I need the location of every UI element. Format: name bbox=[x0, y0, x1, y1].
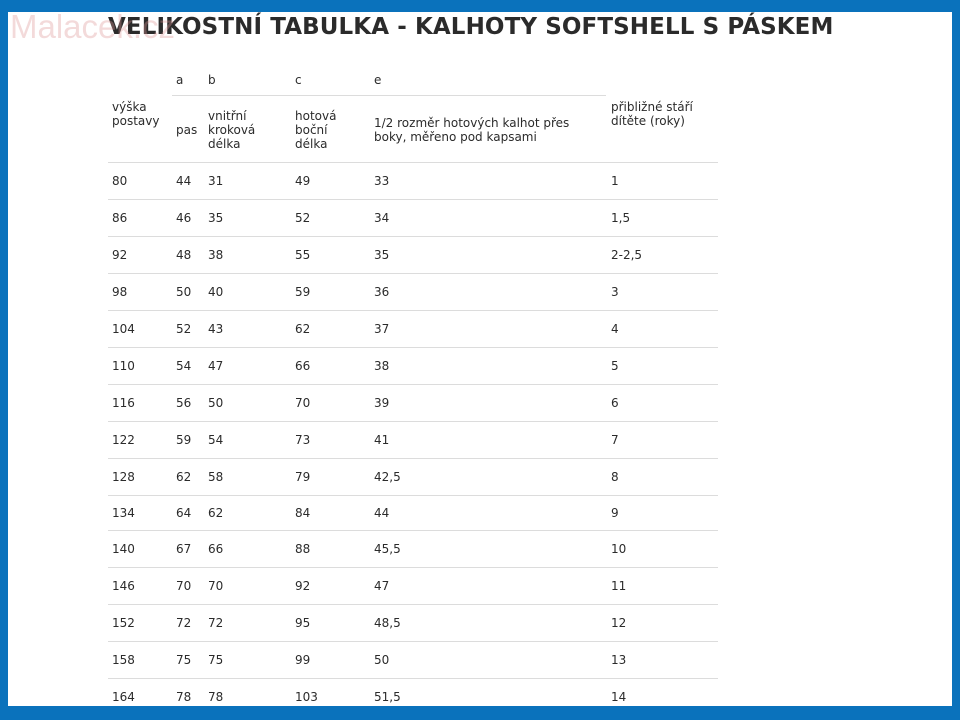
cell-side-length: 99 bbox=[295, 653, 311, 667]
cell-hip: 34 bbox=[374, 211, 390, 225]
cell-waist: 48 bbox=[176, 248, 192, 262]
table-header bbox=[108, 64, 718, 163]
header-letter-b: b bbox=[208, 73, 216, 87]
cell-age: 13 bbox=[611, 653, 627, 667]
cell-hip: 45,5 bbox=[374, 542, 401, 556]
cell-height: 152 bbox=[112, 616, 135, 630]
cell-side-length: 95 bbox=[295, 616, 311, 630]
cell-hip: 47 bbox=[374, 579, 390, 593]
cell-hip: 35 bbox=[374, 248, 390, 262]
watermark: Malacek.cz bbox=[10, 12, 176, 45]
cell-age: 12 bbox=[611, 616, 627, 630]
page-title: VELIKOSTNÍ TABULKA - KALHOTY SOFTSHELL S PÁSKEM bbox=[108, 14, 834, 40]
cell-hip: 33 bbox=[374, 174, 390, 188]
cell-inseam: 40 bbox=[208, 285, 224, 299]
cell-age: 8 bbox=[611, 470, 619, 484]
header-height-label: výška postavy bbox=[112, 99, 160, 128]
header-label-inseam: vnitřní kroková délka bbox=[208, 108, 256, 151]
cell-height: 104 bbox=[112, 322, 135, 336]
table-row bbox=[108, 422, 718, 459]
cell-side-length: 55 bbox=[295, 248, 311, 262]
cell-waist: 59 bbox=[176, 433, 192, 447]
table-row bbox=[108, 163, 718, 200]
cell-height: 92 bbox=[112, 248, 128, 262]
cell-side-length: 103 bbox=[295, 690, 318, 704]
table-row bbox=[108, 642, 718, 679]
cell-age: 6 bbox=[611, 396, 619, 410]
cell-height: 164 bbox=[112, 690, 135, 704]
cell-age: 2-2,5 bbox=[611, 248, 643, 262]
cell-inseam: 75 bbox=[208, 653, 224, 667]
cell-hip: 39 bbox=[374, 396, 390, 410]
cell-inseam: 62 bbox=[208, 506, 224, 520]
cell-waist: 78 bbox=[176, 690, 192, 704]
cell-waist: 46 bbox=[176, 211, 192, 225]
cell-inseam: 54 bbox=[208, 433, 224, 447]
cell-side-length: 52 bbox=[295, 211, 311, 225]
table-row bbox=[108, 531, 718, 568]
cell-inseam: 38 bbox=[208, 248, 224, 262]
cell-age: 11 bbox=[611, 579, 627, 593]
table-body bbox=[108, 163, 718, 706]
cell-waist: 75 bbox=[176, 653, 192, 667]
cell-hip: 51,5 bbox=[374, 690, 401, 704]
cell-side-length: 62 bbox=[295, 322, 311, 336]
cell-waist: 64 bbox=[176, 506, 192, 520]
cell-height: 134 bbox=[112, 506, 135, 520]
table-row bbox=[108, 274, 718, 311]
cell-side-length: 59 bbox=[295, 285, 311, 299]
cell-waist: 72 bbox=[176, 616, 192, 630]
cell-side-length: 66 bbox=[295, 359, 311, 373]
cell-waist: 50 bbox=[176, 285, 192, 299]
cell-height: 140 bbox=[112, 542, 135, 556]
cell-hip: 48,5 bbox=[374, 616, 401, 630]
header-label-hip: 1/2 rozměr hotových kalhot přes boky, měřeno pod kapsami bbox=[374, 115, 570, 144]
cell-height: 98 bbox=[112, 285, 128, 299]
cell-inseam: 35 bbox=[208, 211, 224, 225]
cell-inseam: 31 bbox=[208, 174, 224, 188]
size-table bbox=[108, 64, 718, 706]
cell-inseam: 43 bbox=[208, 322, 224, 336]
header-letter-a: a bbox=[176, 73, 184, 87]
table-row bbox=[108, 605, 718, 642]
header-label-side-length: hotová boční délka bbox=[295, 108, 337, 151]
cell-hip: 36 bbox=[374, 285, 390, 299]
cell-side-length: 92 bbox=[295, 579, 311, 593]
cell-inseam: 66 bbox=[208, 542, 224, 556]
table-row bbox=[108, 348, 718, 385]
cell-age: 9 bbox=[611, 506, 619, 520]
cell-height: 80 bbox=[112, 174, 128, 188]
cell-side-length: 49 bbox=[295, 174, 311, 188]
cell-inseam: 78 bbox=[208, 690, 224, 704]
table-row bbox=[108, 200, 718, 237]
cell-waist: 67 bbox=[176, 542, 192, 556]
cell-age: 14 bbox=[611, 690, 627, 704]
header-age-label: přibližné stáří dítěte (roky) bbox=[611, 99, 693, 128]
cell-inseam: 50 bbox=[208, 396, 224, 410]
cell-waist: 54 bbox=[176, 359, 192, 373]
table-row bbox=[108, 496, 718, 531]
cell-waist: 70 bbox=[176, 579, 192, 593]
cell-hip: 44 bbox=[374, 506, 390, 520]
cell-age: 10 bbox=[611, 542, 627, 556]
cell-side-length: 79 bbox=[295, 470, 311, 484]
cell-age: 3 bbox=[611, 285, 619, 299]
cell-height: 128 bbox=[112, 470, 135, 484]
cell-age: 7 bbox=[611, 433, 619, 447]
cell-inseam: 58 bbox=[208, 470, 224, 484]
cell-hip: 50 bbox=[374, 653, 390, 667]
cell-height: 116 bbox=[112, 396, 135, 410]
cell-side-length: 88 bbox=[295, 542, 311, 556]
cell-height: 122 bbox=[112, 433, 135, 447]
cell-hip: 42,5 bbox=[374, 470, 401, 484]
cell-height: 146 bbox=[112, 579, 135, 593]
cell-hip: 37 bbox=[374, 322, 390, 336]
table-row bbox=[108, 459, 718, 496]
header-label-waist: pas bbox=[176, 122, 198, 137]
table-row bbox=[108, 568, 718, 605]
cell-age: 4 bbox=[611, 322, 619, 336]
document-frame bbox=[8, 12, 952, 706]
table-row bbox=[108, 237, 718, 274]
cell-waist: 44 bbox=[176, 174, 192, 188]
cell-hip: 41 bbox=[374, 433, 390, 447]
cell-side-length: 73 bbox=[295, 433, 311, 447]
header-letter-c: c bbox=[295, 73, 302, 87]
cell-waist: 56 bbox=[176, 396, 192, 410]
cell-waist: 52 bbox=[176, 322, 192, 336]
table-row bbox=[108, 311, 718, 348]
table-row bbox=[108, 679, 718, 706]
cell-hip: 38 bbox=[374, 359, 390, 373]
cell-height: 86 bbox=[112, 211, 128, 225]
cell-age: 1,5 bbox=[611, 211, 631, 225]
cell-height: 110 bbox=[112, 359, 135, 373]
cell-age: 5 bbox=[611, 359, 619, 373]
table-row bbox=[108, 385, 718, 422]
cell-inseam: 72 bbox=[208, 616, 224, 630]
cell-waist: 62 bbox=[176, 470, 192, 484]
cell-inseam: 70 bbox=[208, 579, 224, 593]
cell-age: 1 bbox=[611, 174, 619, 188]
cell-side-length: 70 bbox=[295, 396, 311, 410]
cell-inseam: 47 bbox=[208, 359, 224, 373]
cell-side-length: 84 bbox=[295, 506, 311, 520]
header-letter-e: e bbox=[374, 73, 382, 87]
cell-height: 158 bbox=[112, 653, 135, 667]
